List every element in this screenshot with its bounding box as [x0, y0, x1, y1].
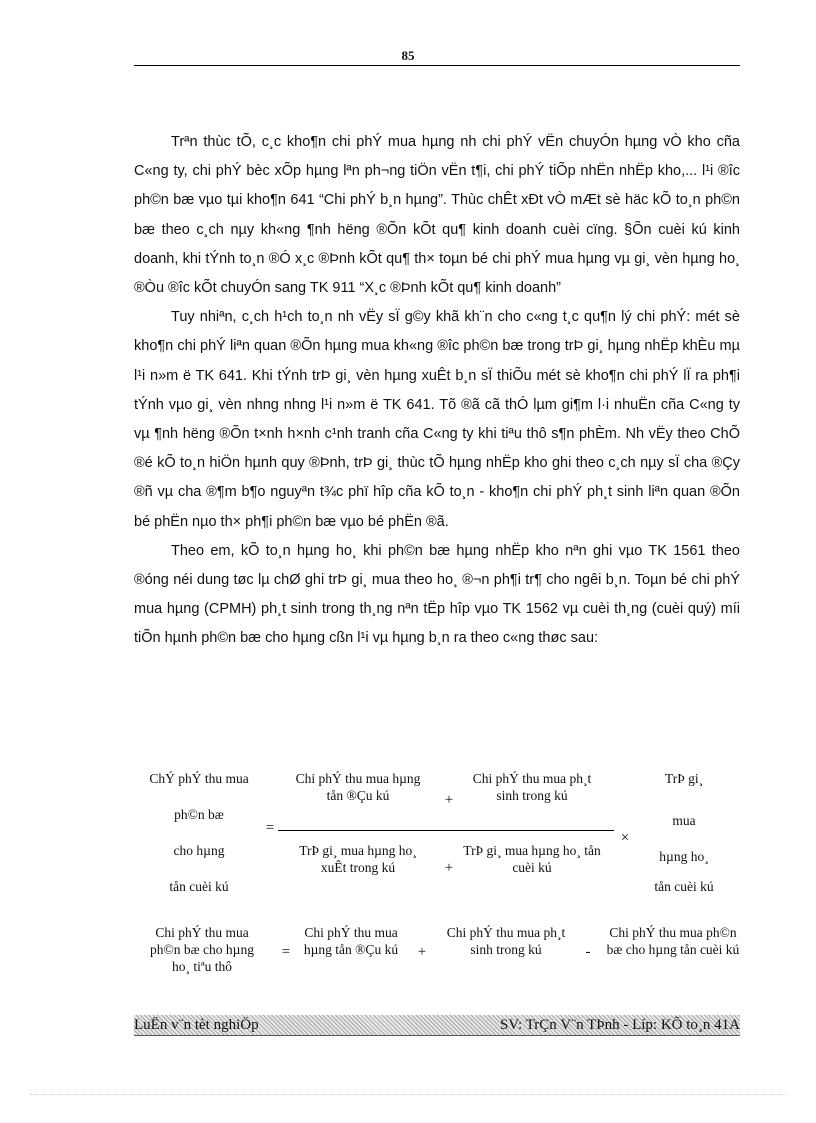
paragraph-2: Tuy nhiªn, c¸ch h¹ch to¸n nh vËy sÏ g©y khã kh¨n cho c«ng t¸c qu¶n lý chi phÝ: mét sè kho¶n chi phÝ liªn quan ®Õn hµng mua kh«ng ®îc ph©n bæ trong trÞ gi¸ hµng nhËp khÈu mµ l¹i n»m ë TK 641. Khi tÝnh trÞ gi¸ vèn hµng xuÊt b¸n sÏ thiÕu mét sè kho¶n chi phÝ lÏ ra ph¶i tÝnh vµo gi¸ vèn nhng nhng l¹i n»m ë TK 641. Tõ ®ã cã thÓ lµm gi¶m l·i nhuËn cña C«ng ty vµ ¶nh hëng ®Õn t×nh h×nh c¹nh tranh cña C«ng ty khi tiªu thô s¶n phÈm. Nh vËy theo ChÕ ®é kÕ to¸n hiÖn hµnh quy ®Þnh, trÞ gi¸ thùc tÕ hµng nhËp kho ghi theo c¸ch nµy sÏ cha ®Çy ®ñ vµ cha ®¶m b¶o nguyªn t¾c phï hîp cña kÕ to¸n - kho¶n chi phÝ ph¸t sinh liªn quan ®Õn bé phËn nµo th× ph¶i ph©n bæ vµo bé phËn ®ã.	[134, 309, 740, 530]
f1-numerator-a: Chi phÝ thu mua hµng tån ®Çu kú	[295, 771, 421, 803]
paragraph-3: Theo em, kÕ to¸n hµng ho¸ khi ph©n bæ hµng nhËp kho nªn ghi vµo TK 1561 theo ®óng néi dung tøc lµ chØ ghi trÞ gi¸ mua theo ho¸ ®¬n ph¶i tr¶ cho ngêi b¸n. Toµn bé chi phÝ mua hµng (CPMH) ph¸t sinh trong th¸ng nªn tËp hîp vµo TK 1562 vµ cuèi th¸ng (cuèi quý) míi tiÕn hµnh ph©n bæ cho hµng cßn l¹i vµ hµng b¸n ra theo c«ng thøc sau:	[134, 542, 740, 647]
page-number: 85	[401, 48, 415, 63]
f1-times: ×	[620, 830, 630, 846]
f2-term-2: Chi phÝ thu mua ph¸t sinh trong kú	[446, 925, 566, 957]
f1-rhs-line-2: mua	[672, 813, 696, 828]
footer-thesis-label: LuËn v¨n tèt nghiÖp	[134, 1017, 259, 1033]
f1-denominator-a: TrÞ gi¸ mua hµng ho¸ xuÊt trong kú	[299, 843, 417, 875]
paragraph-1: Trªn thùc tÕ, c¸c kho¶n chi phÝ mua hµng nh chi phÝ vËn chuyÓn hµng vÒ kho cña C«ng ty, chi phÝ bèc xÕp hµng lªn ph¬ng tiÖn vËn t¶i, chi phÝ tiÕp nhËn nhËp kho,... l¹i ®îc ph©n bæ vµo tµi kho¶n 641 “Chi phÝ b¸n hµng”. Thùc chÊt xÐt vÒ mÆt sè häc kÕ to¸n ph©n bæ theo c¸ch nµy kh«ng ¶nh hëng ®Õn kÕt qu¶ kinh doanh cuèi cïng. §Õn cuèi kú kinh doanh, khi tÝnh to¸n ®Ó x¸c ®Þnh kÕt qu¶ th× toµn bé chi phÝ mua hµng vµ gi¸ vèn hµng ho¸ ®Òu ®îc kÕt chuyÓn sang TK 911 “X¸c ®Þnh kÕt qu¶ kinh doanh”	[134, 134, 740, 297]
f2-equals: =	[281, 944, 291, 960]
f2-plus: +	[417, 944, 427, 960]
f1-rhs-line-1: TrÞ gi¸	[664, 771, 704, 786]
f2-term-1: Chi phÝ thu mua hµng tån ®Çu kú	[303, 925, 399, 957]
f1-denominator-plus: +	[444, 860, 454, 876]
footer	[134, 1015, 740, 1036]
f1-numerator-plus: +	[444, 792, 454, 808]
f1-lhs-line-2: ph©n bæ	[174, 807, 224, 822]
f1-rhs-line-4: tån cuèi kú	[654, 879, 714, 894]
f1-lhs-line-1: ChÝ phÝ thu mua	[149, 771, 249, 786]
f1-rhs-line-3: hµng ho¸	[659, 849, 709, 864]
f1-lhs-line-4: tån cuèi kú	[169, 879, 229, 894]
f1-denominator-b: TrÞ gi¸ mua hµng ho¸ tån cuèi kú	[463, 843, 601, 875]
f2-minus: -	[585, 944, 591, 960]
f1-lhs-line-3: cho hµng	[173, 843, 225, 858]
body-text	[134, 128, 740, 654]
f2-lhs: Chi phÝ thu mua ph©n bæ cho hµng ho¸ tiªu thô	[150, 925, 254, 974]
header-rule	[134, 65, 740, 66]
footer-student-info: SV: TrÇn V¨n TÞnh - Líp: KÕ to¸n 41A	[499, 1017, 740, 1033]
f1-fraction-bar	[278, 830, 614, 831]
f1-equals: =	[265, 820, 275, 836]
bottom-dotted-rule	[30, 1094, 786, 1095]
f1-numerator-b: Chi phÝ thu mua ph¸t sinh trong kú	[472, 771, 592, 803]
f2-term-3: Chi phÝ thu mua ph©n bæ cho hµng tån cuèi kú	[606, 925, 740, 957]
